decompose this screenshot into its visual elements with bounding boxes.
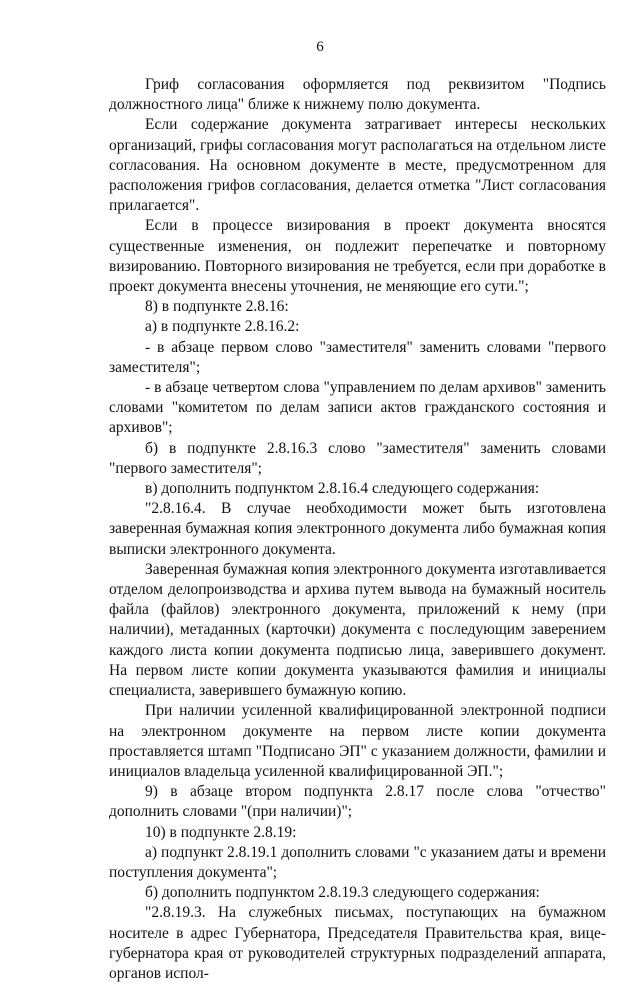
document-body	[109, 75, 606, 984]
paragraph-qualified-signature: При наличии усиленной квалифицированной электронной подписи на электронном документе на первом листе копии документа проставляется штамп "Подписано ЭП" с указанием должности, фамилии и инициалов владельца усиленной квалифицированной ЭП.";	[109, 702, 606, 780]
paragraph-item-8a-first: - в абзаце первом слово "заместителя" заменить словами "первого заместителя";	[109, 338, 606, 376]
paragraph-item-10: 10) в подпункте 2.8.19:	[145, 823, 297, 841]
paragraph-item-8: 8) в подпункте 2.8.16:	[145, 298, 289, 316]
paragraph-2-8-19-3: "2.8.19.3. На служебных письмах, поступающих на бумажном носителе в адрес Губернатора, Председателя Правительства края, вице-губернатора края от руководителей структурных подразделений аппарата, органов испол-	[109, 904, 606, 982]
paragraph-item-9: 9) в абзаце втором подпункта 2.8.17 после слова "отчество" дополнить словами "(при наличии)";	[109, 783, 606, 821]
paragraph-item-10b: б) дополнить подпунктом 2.8.19.3 следующего содержания:	[145, 884, 540, 902]
paragraph-item-8a-fourth: - в абзаце четвертом слова "управлением по делам архивов" заменить словами "комитетом по делам записи актов гражданского состояния и архивов";	[109, 379, 606, 437]
paragraph-2-8-16-4: "2.8.16.4. В случае необходимости может быть изготовлена заверенная бумажная копия электронного документа либо бумажная копия выписки электронного документа.	[109, 500, 606, 558]
paragraph-re-approval: Если в процессе визирования в проект документа вносятся существенные изменения, он подлежит перепечатке и повторному визированию. Повторного визирования не требуется, если при доработке в проект документа внесены уточнения, не меняющие его сути.";	[109, 217, 606, 296]
page-number: 6	[316, 39, 324, 55]
paragraph-item-10a: а) подпункт 2.8.19.1 дополнить словами "с указанием даты и времени поступления документа";	[109, 843, 606, 881]
paragraph-item-8c: в) дополнить подпунктом 2.8.16.4 следующего содержания:	[145, 480, 540, 498]
paragraph-signature-stamp: Гриф согласования оформляется под реквизитом "Подпись должностного лица" ближе к нижнему полю документа.	[109, 76, 606, 114]
paragraph-item-8a: а) в подпункте 2.8.16.2:	[145, 318, 300, 336]
paragraph-certified-copy: Заверенная бумажная копия электронного документа изготавливается отделом делопроизводства и архива путем вывода на бумажный носитель файла (файлов) электронного документа, приложений к нему (при наличии), метаданных (карточки) документа с последующим заверением каждого листа копии документа подписью лица, заверившего документ. На первом листе копии документа указываются фамилия и инициалы специалиста, заверившего бумажную копию.	[109, 560, 606, 700]
paragraph-item-8b: б) в подпункте 2.8.16.3 слово "заместителя" заменить словами "первого заместителя";	[109, 439, 606, 477]
paragraph-approval-sheet: Если содержание документа затрагивает интересы нескольких организаций, грифы согласования могут располагаться на отдельном листе согласования. На основном документе в месте, предусмотренном для расположения грифов согласования, делается отметка "Лист согласования прилагается".	[109, 116, 606, 215]
